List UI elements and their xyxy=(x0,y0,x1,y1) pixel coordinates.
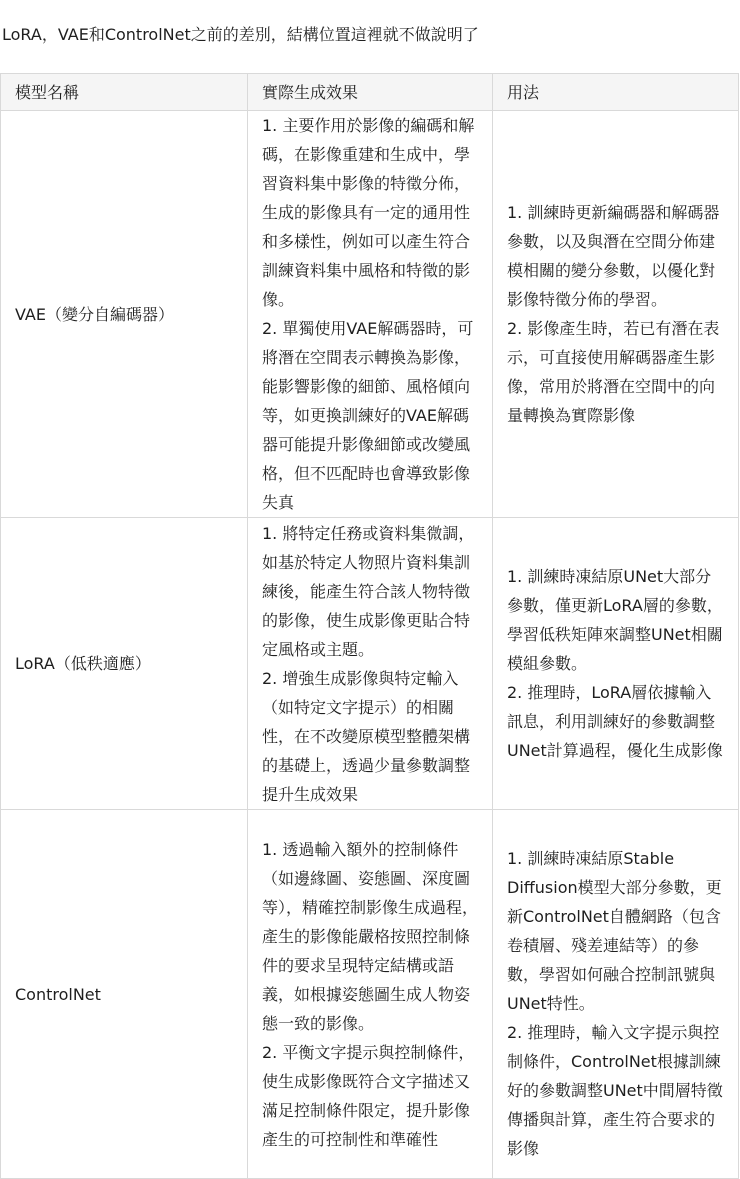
usage-cell xyxy=(493,810,739,1179)
table-row xyxy=(1,518,739,810)
effect-point: 1. 透過輸入額外的控制條件（如邊緣圖、姿態圖、深度圖等），精確控制影像生成過程，產生的影像能嚴格按照控制條件的要求呈現特定結構或語義，如根據姿態圖生成人物姿態一致的影像。 xyxy=(262,839,479,1033)
header-actual-effect: 實際生成效果 xyxy=(248,74,493,111)
table-row xyxy=(1,810,739,1179)
effect-cell xyxy=(248,518,493,810)
model-name-cell: VAE（變分自編碼器） xyxy=(1,111,248,518)
effect-cell xyxy=(248,810,493,1179)
usage-point: 2. 推理時，LoRA層依據輸入訊息，利用訓練好的參數調整UNet計算過程，優化生成影像 xyxy=(507,683,723,760)
table-header-row xyxy=(1,74,739,111)
effect-cell xyxy=(248,111,493,518)
comparison-table xyxy=(0,73,739,1179)
usage-point: 1. 訓練時凍結原Stable Diffusion模型大部分參數，更新ControlNet自體網路（包含卷積層、殘差連結等）的參數，學習如何融合控制訊號與UNet特性。 xyxy=(507,848,722,1013)
effect-point: 2. 單獨使用VAE解碼器時，可將潛在空間表示轉換為影像，能影響影像的細節、風格傾向等，如更換訓練好的VAE解碼器可能提升影像細節或改變風格，但不匹配時也會導致影像失真 xyxy=(262,319,474,512)
usage-cell xyxy=(493,518,739,810)
table-row xyxy=(1,111,739,518)
usage-point: 2. 推理時，輸入文字提示與控制條件，ControlNet根據訓練好的參數調整UNet中間層特徵傳播與計算，產生符合要求的影像 xyxy=(507,1022,723,1158)
usage-point: 1. 訓練時凍結原UNet大部分參數，僅更新LoRA層的參數，學習低秩矩陣來調整UNet相關模組參數。 xyxy=(507,567,723,673)
model-name-cell: LoRA（低秩適應） xyxy=(1,518,248,810)
effect-point: 2. 平衡文字提示與控制條件，使生成影像既符合文字描述又滿足控制條件限定，提升影像產生的可控制性和準確性 xyxy=(262,1042,475,1149)
effect-point: 2. 增強生成影像與特定輸入（如特定文字提示）的相關性，在不改變原模型整體架構的基礎上，透過少量參數調整提升生成效果 xyxy=(262,668,471,804)
usage-point: 2. 影像產生時，若已有潛在表示，可直接使用解碼器產生影像，常用於將潛在空間中的向量轉換為實際影像 xyxy=(507,319,720,425)
header-model-name: 模型名稱 xyxy=(1,74,248,111)
header-usage: 用法 xyxy=(493,74,739,111)
effect-point: 1. 主要作用於影像的編碼和解碼，在影像重建和生成中，學習資料集中影像的特徵分佈，生成的影像具有一定的通用性和多樣性，例如可以產生符合訓練資料集中風格和特徵的影像。 xyxy=(262,116,475,309)
intro-text: LoRA，VAE和ControlNet之前的差別，結構位置這裡就不做說明了 xyxy=(2,25,479,44)
usage-cell xyxy=(493,111,739,518)
effect-point: 1. 將特定任務或資料集微調，如基於特定人物照片資料集訓練後，能產生符合該人物特徵的影像，使生成影像更貼合特定風格或主題。 xyxy=(262,523,475,659)
usage-point: 1. 訓練時更新編碼器和解碼器參數，以及與潛在空間分佈建模相關的變分參數，以優化對影像特徵分佈的學習。 xyxy=(507,203,720,309)
model-name-cell: ControlNet xyxy=(1,810,248,1179)
